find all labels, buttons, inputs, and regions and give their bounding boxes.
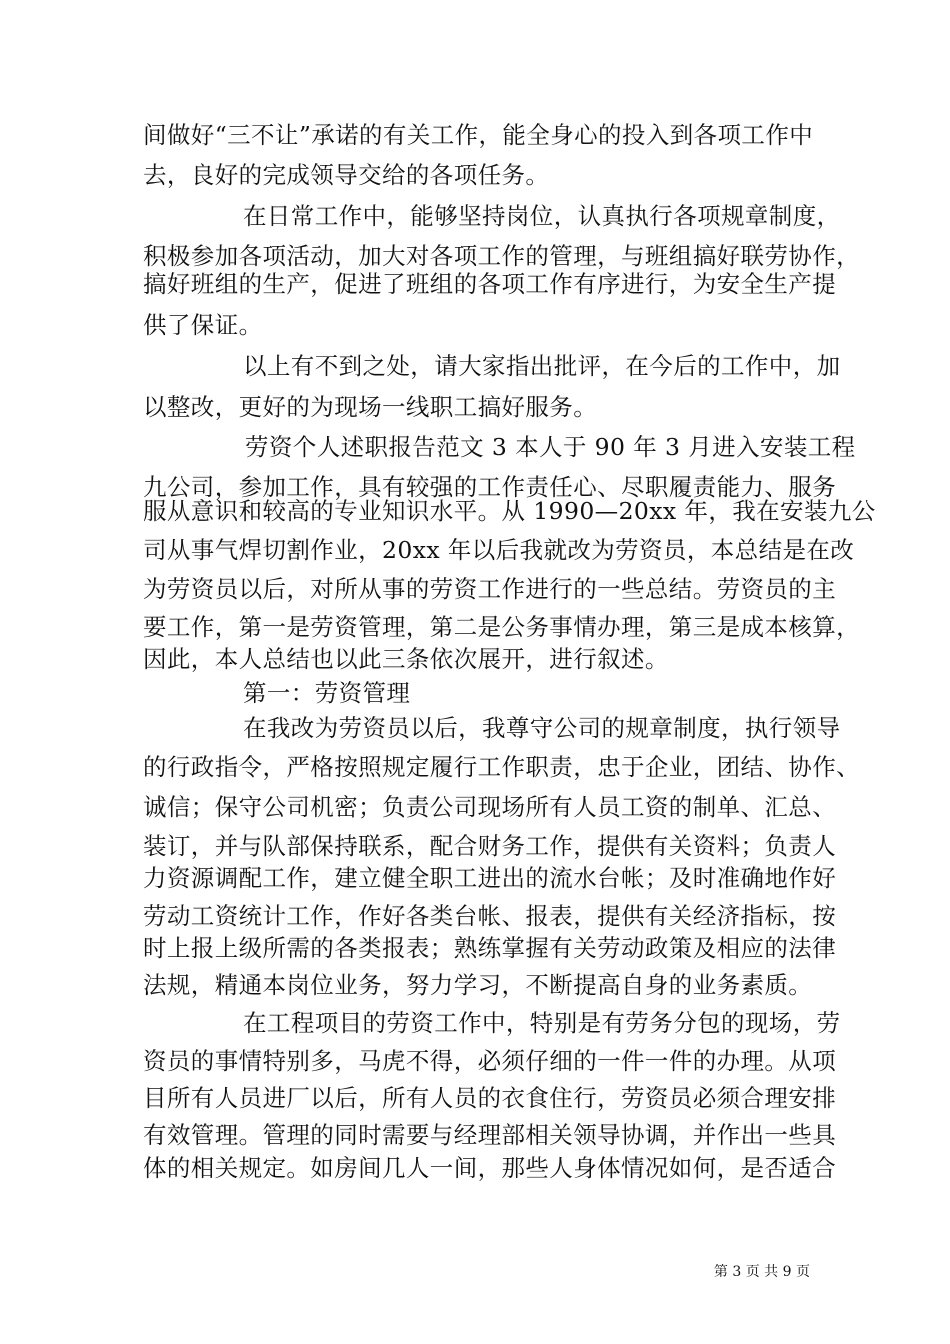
paragraph-start-line: 在我改为劳资员以后，我尊守公司的规章制度，执行领导 [243, 714, 841, 742]
text-line: 服从意识和较高的专业知识水平。从 1990—20xx 年，我在安装九公 [143, 497, 876, 525]
section-heading: 第一：劳资管理 [243, 679, 411, 707]
text-line: 诚信；保守公司机密；负责公司现场所有人员工资的制单、汇总、 [143, 793, 837, 821]
text-line: 的行政指令，严格按照规定履行工作职责，忠于企业，团结、协作、 [143, 753, 860, 781]
text-line: 资员的事情特别多，马虎不得，必须仔细的一件一件的办理。从项 [143, 1047, 837, 1075]
paragraph-start-line: 以上有不到之处，请大家指出批评，在今后的工作中，加 [243, 352, 841, 380]
text-line: 司从事气焊切割作业，20xx 年以后我就改为劳资员，本总结是在改 [143, 536, 855, 564]
text-line: 目所有人员进厂以后，所有人员的衣食住行，劳资员必须合理安排 [143, 1084, 837, 1112]
text-line: 九公司，参加工作，具有较强的工作责任心、尽职履责能力、服务 [143, 473, 837, 501]
text-line: 去，良好的完成领导交给的各项任务。 [143, 161, 550, 189]
text-line: 间做好“三不让”承诺的有关工作，能全身心的投入到各项工作中 [143, 121, 814, 149]
page-number-footer: 第 3 页 共 9 页 [713, 1264, 810, 1280]
text-line: 有效管理。管理的同时需要与经理部相关领导协调，并作出一些具 [143, 1121, 837, 1149]
text-line: 劳动工资统计工作，作好各类台帐、报表，提供有关经济指标，按 [143, 902, 837, 930]
text-line: 要工作，第一是劳资管理，第二是公务事情办理，第三是成本核算， [143, 613, 860, 641]
text-line: 以整改，更好的为现场一线职工搞好服务。 [143, 393, 598, 421]
paragraph-start-line: 劳资个人述职报告范文 3 本人于 90 年 3 月进入安装工程 [245, 433, 856, 461]
text-line: 力资源调配工作，建立健全职工进出的流水台帐；及时准确地作好 [143, 864, 837, 892]
text-line: 积极参加各项活动，加大对各项工作的管理，与班组搞好联劳协作， [143, 242, 860, 270]
text-line: 因此，本人总结也以此三条依次展开，进行叙述。 [143, 645, 669, 673]
text-line: 搞好班组的生产，促进了班组的各项工作有序进行，为安全生产提 [143, 270, 837, 298]
text-line: 体的相关规定。如房间几人一间，那些人身体情况如何，是否适合 [143, 1154, 837, 1182]
text-line: 装订，并与队部保持联系，配合财务工作，提供有关资料；负责人 [143, 832, 837, 860]
paragraph-start-line: 在日常工作中，能够坚持岗位，认真执行各项规章制度， [243, 202, 841, 230]
text-line: 法规，精通本岗位业务，努力学习，不断提高自身的业务素质。 [143, 971, 813, 999]
text-line: 供了保证。 [143, 311, 263, 339]
paragraph-start-line: 在工程项目的劳资工作中，特别是有劳务分包的现场，劳 [243, 1009, 841, 1037]
text-line: 时上报上级所需的各类报表；熟练掌握有关劳动政策及相应的法律 [143, 934, 837, 962]
text-line: 为劳资员以后，对所从事的劳资工作进行的一些总结。劳资员的主 [143, 575, 837, 603]
